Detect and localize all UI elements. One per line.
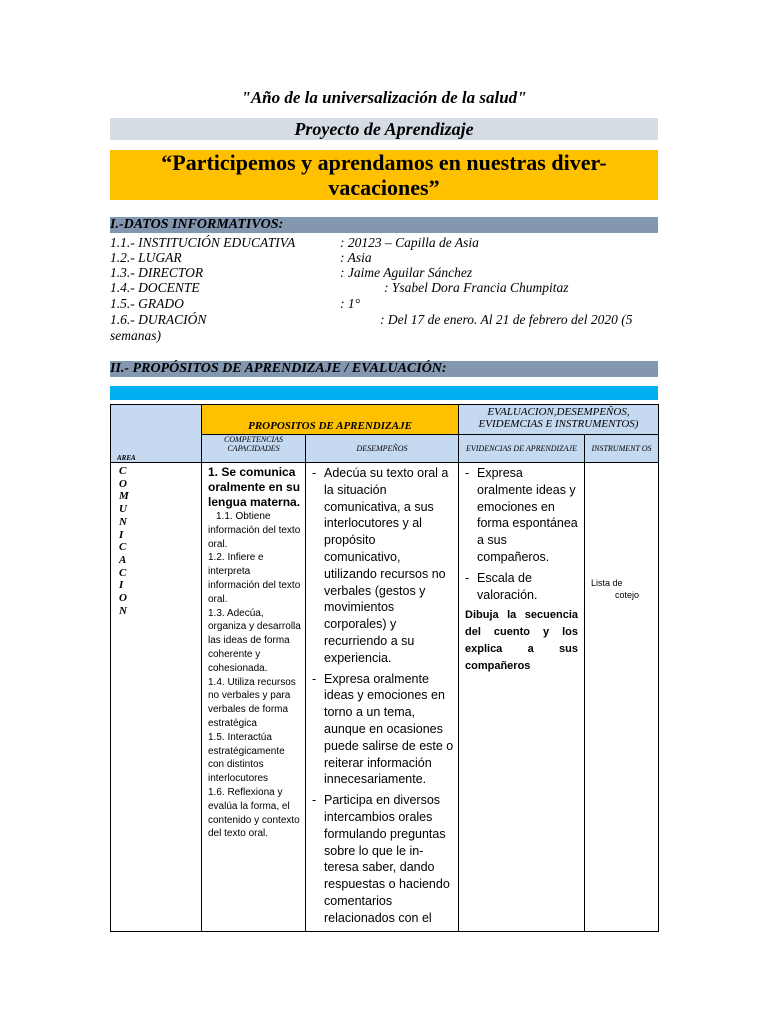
info-value: : Del 17 de enero. Al 21 de febrero del 2020 (5 <box>380 312 633 327</box>
learning-purposes-table <box>110 404 659 932</box>
cyan-divider <box>110 386 658 400</box>
project-title-line-2: vacaciones” <box>328 175 440 200</box>
capacity-item: 1.3. Adecúa, organiza y desarrolla las ideas de forma coherente y cohesionada. <box>208 607 301 674</box>
project-type-banner: Proyecto de Aprendizaje <box>110 118 658 140</box>
col-evidencias: EVIDENCIAS DE APRENDIZAJE <box>459 435 585 463</box>
evidencia-note: Dibuja la secuencia del cuento y los explica a sus compañeros <box>465 609 578 673</box>
project-title-box <box>110 150 658 200</box>
desempenos-cell <box>306 463 459 932</box>
area-comunicacion: C O M U N I C A C I O N <box>111 463 202 932</box>
evaluacion-header: EVALUACION,DESEMPEÑOS, EVIDEMCIAS E INSTRUMENTOS) <box>459 405 659 435</box>
col-instrumentos: INSTRUMENT OS <box>585 435 659 463</box>
info-value: : Asia <box>340 250 372 265</box>
capacity-item: 1.1. Obtiene información del texto oral. <box>208 511 301 550</box>
info-value: : 1° <box>340 296 361 311</box>
evidencia-item: - Expresa oralmente ideas y emociones en forma espontánea a sus compañeros. <box>459 465 580 566</box>
desempeno-item: - Adecúa su texto oral a la situación comunicativa, a sus interlocutores y al propósito comunicativo, utilizando recursos no verbales (gestos y movimientos corporales) y recurriendo a su experiencia. <box>306 465 454 667</box>
info-label: 1.6.- DURACIÓN <box>110 312 207 327</box>
document-motto: "Año de la universalización de la salud" <box>241 88 527 107</box>
instrumentos-cell <box>585 463 659 932</box>
col-desempenos: DESEMPEÑOS <box>306 435 459 463</box>
competency-title: 1. Se comunica oralmente en su lengua materna. <box>208 465 301 509</box>
capacity-item: 1.2. Infiere e interpreta información del texto oral. <box>208 552 301 605</box>
evidencias-cell <box>459 463 585 932</box>
info-label: 1.5.- GRADO <box>110 296 184 311</box>
info-value: : 20123 – Capilla de Asia <box>340 235 479 250</box>
section-1-heading: I.-DATOS INFORMATIVOS: <box>110 217 658 233</box>
area-header: AREA <box>111 405 202 463</box>
capacity-item: 1.4. Utiliza recursos no verbales y para verbales de forma estratégica <box>208 676 296 729</box>
info-value: : Ysabel Dora Francia Chumpitaz <box>384 280 569 295</box>
info-label: 1.3.- DIRECTOR <box>110 265 204 280</box>
info-value: : Jaime Aguilar Sánchez <box>340 265 473 280</box>
info-label: 1.2.- LUGAR <box>110 250 182 265</box>
info-label: 1.1.- INSTITUCIÓN EDUCATIVA <box>110 235 296 250</box>
project-title-line-1: “Participemos y aprendamos en nuestras diver- <box>161 150 607 175</box>
competencias-cell <box>202 463 306 932</box>
section-2-heading: II.- PROPÓSITOS DE APRENDIZAJE / EVALUACIÓN: <box>110 361 658 377</box>
propositos-header: PROPOSITOS DE APRENDIZAJE <box>202 405 459 435</box>
capacity-item: 1.6. Reflexiona y evalúa la forma, el contenido y contexto del texto oral. <box>208 786 300 840</box>
evidencia-item: - Escala de valoración. <box>459 570 580 604</box>
info-label: 1.4.- DOCENTE <box>110 280 200 295</box>
instrumento-line-1: Lista de <box>591 578 623 588</box>
desempeno-item: - Participa en diversos intercambios orales formulando preguntas sobre lo que le in-teresa saber, dando respuestas o haciendo comentarios relacionados con el <box>306 792 454 926</box>
capacity-item: 1.5. Interactúa estratégicamente con distintos interlocutores <box>208 731 285 785</box>
col-competencias: COMPETENCIAS CAPACIDADES <box>202 435 306 463</box>
desempeno-item: - Expresa oralmente ideas y emociones en torno a un tema, aunque en ocasiones puede salirse de este o reiterar información innecesariamente. <box>306 671 454 789</box>
instrumento-line-2: cotejo <box>615 590 640 600</box>
